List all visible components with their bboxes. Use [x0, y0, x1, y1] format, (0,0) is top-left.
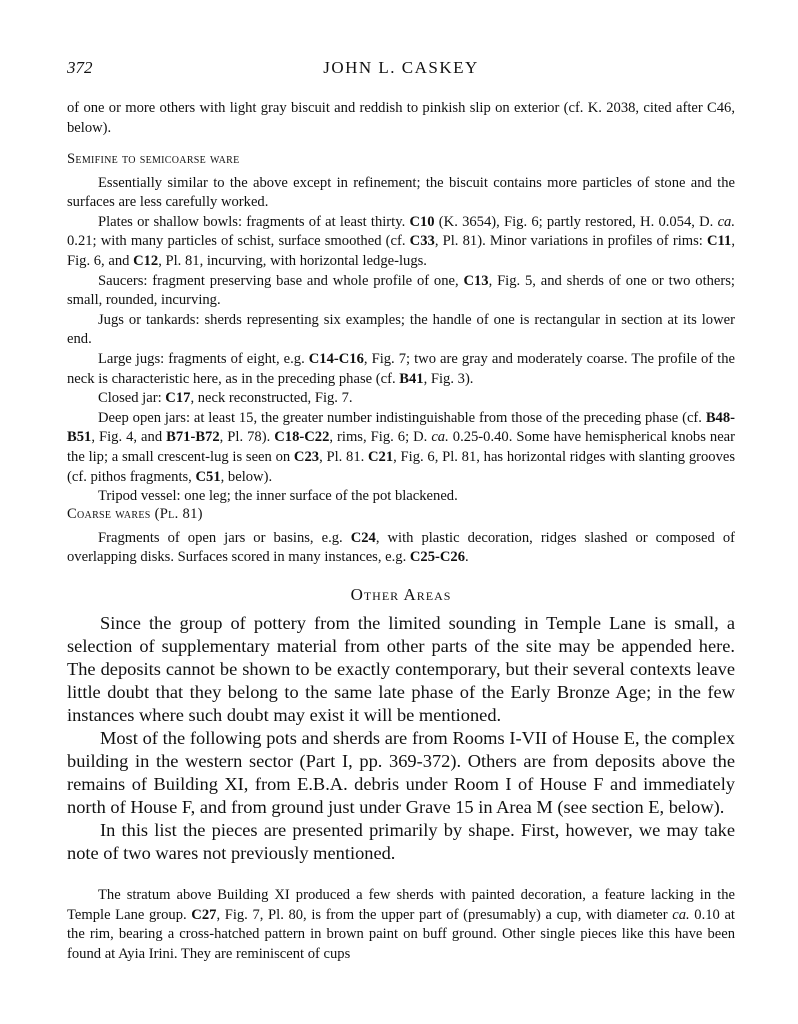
ref-c21: C21 [368, 448, 394, 465]
ref-c33: C33 [409, 233, 435, 250]
other-areas-paragraph-2: Most of the following pots and sherds are from Rooms I-VII of House E, the complex building in the western sector (Part I, pp. 369-372). Others are from deposits above the remains of Building XI, from E.B.A. debris under Room I of House F and immediately north of House F, and from ground just under Grave 15 in Area M (see section E, below). [67, 728, 735, 817]
closed-jar-entry: Closed jar: C17, neck reconstructed, Fig. 7. [98, 390, 353, 407]
other-areas-body [67, 612, 735, 865]
deep-jars-entry: Deep open jars: at least 15, the greater number indistinguishable from those of the preceding phase (cf. B48-B51, Fig. 4, and B71-B72, Pl. 78). C18-C22, rims, Fig. 6; D. ca. 0.25-0.40. Some have hemispherical knobs near the lip; a small crescent-lug is seen on C23, Pl. 81. C21, Fig. 6, Pl. 81, has horizontal ridges with slanting grooves (cf. pithos fragments, C51, below). [67, 409, 736, 485]
ref-c25-c26: C25-C26 [409, 549, 466, 566]
ref-b48-b51: B48-B51 [67, 409, 735, 446]
ref-c11: C11 [707, 233, 732, 250]
ref-c12: C12 [133, 252, 159, 269]
jugs-entry: Jugs or tankards: sherds representing six examples; the handle of one is rectangular in section at its lower end. [67, 311, 735, 348]
ref-c18-c22: C18-C22 [274, 429, 330, 446]
painted-ware-text: The stratum above Building XI produced a few sherds with painted decoration, a feature lacking in the Temple Lane group. C27, Fig. 7, Pl. 80, is from the upper part of (presumably) a cup, with diameter ca. 0.10 at the rim, bearing a cross-hatched pattern in brown paint on buff ground. Other single pieces like this have been found at Ayia Irini. They are reminiscent of cups [67, 887, 735, 962]
ref-c23: C23 [293, 448, 320, 465]
ref-c13: C13 [463, 272, 489, 289]
saucers-entry: Saucers: fragment preserving base and whole profile of one, C13, Fig. 5, and sherds of one or two others; small, rounded, incurving. [67, 272, 735, 309]
large-jugs-entry: Large jugs: fragments of eight, e.g. C14-C16, Fig. 7; two are gray and moderately coarse. The profile of the neck is characteristic here, as in the preceding phase (cf. B41, Fig. 3). [67, 350, 735, 387]
semifine-heading: Semifine to semicoarse ware [67, 151, 240, 167]
semifine-section [67, 150, 735, 507]
intro-text: of one or more others with light gray biscuit and reddish to pinkish slip on exterior (cf. K. 2038, cited after C46, below). [67, 100, 735, 136]
other-areas-paragraph-1: Since the group of pottery from the limited sounding in Temple Lane is small, a selection of supplementary material from other parts of the site may be appended here. The deposits cannot be shown to be exactly contemporary, but their several contexts leave little doubt that they belong to the same late phase of the Early Bronze Age; in the few instances where such doubt may exist it will be mentioned. [67, 613, 735, 725]
page-number: 372 [67, 58, 93, 77]
semifine-intro: Essentially similar to the above except in refinement; the biscuit contains more particles of stone and the surfaces are less carefully worked. [67, 174, 735, 211]
coarse-heading: Coarse wares (Pl. 81) [67, 506, 203, 522]
ref-c51: C51 [195, 468, 221, 485]
tripod-entry: Tripod vessel: one leg; the inner surface of the pot blackened. [98, 488, 458, 505]
ref-c10: C10 [409, 213, 435, 230]
other-areas-paragraph-3: In this list the pieces are presented primarily by shape. First, however, we may take note of two wares not previously mentioned. [67, 820, 735, 863]
ref-b71-b72: B71-B72 [166, 429, 220, 446]
section-title-other-areas: Other Areas [350, 585, 452, 604]
ref-c27: C27 [191, 906, 217, 923]
intro-paragraph [67, 99, 735, 138]
plates-entry: Plates or shallow bowls: fragments of at least thirty. C10 (K. 3654), Fig. 6; partly restored, H. 0.054, D. ca. 0.21; with many particles of schist, surface smoothed (cf. C33, Pl. 81). Minor variations in profiles of rims: C11, Fig. 6, and C12, Pl. 81, incurving, with horizontal ledge-lugs. [67, 213, 735, 269]
painted-ware-paragraph [67, 886, 735, 964]
running-head: JOHN L. CASKEY [323, 58, 479, 77]
coarse-entry: Fragments of open jars or basins, e.g. C24, with plastic decoration, ridges slashed or composed of overlapping disks. Surfaces scored in many instances, e.g. C25-C26. [67, 529, 735, 566]
ref-c24: C24 [350, 529, 376, 546]
ref-c14-c16: C14-C16 [308, 350, 364, 367]
ref-c17: C17 [165, 390, 191, 407]
ref-b41: B41 [399, 370, 424, 387]
coarse-section [67, 505, 735, 568]
page-header [67, 58, 735, 82]
